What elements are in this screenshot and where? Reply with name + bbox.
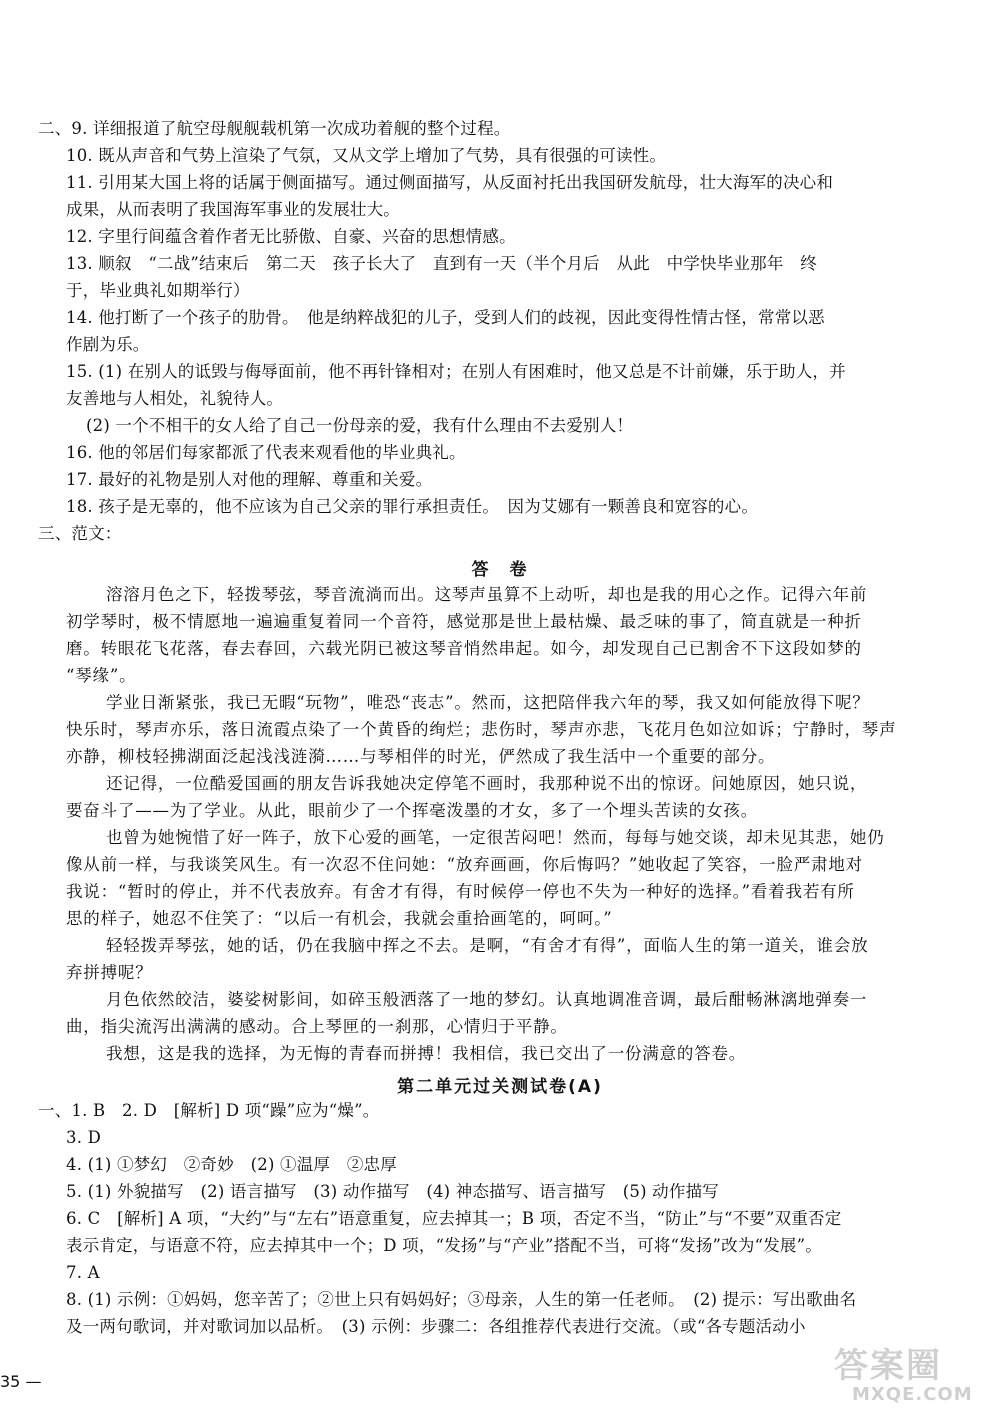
- answer-line: 15. (1) 在别人的诋毁与侮辱面前，他不再针锋相对；在别人有困难时，他又总是不计前嫌，乐于助人，并: [66, 362, 846, 381]
- essay-line: 月色依然皎洁，婆娑树影间，如碎玉般洒落了一地的梦幻。认真地调准音调，最后酣畅淋漓地弹奏一: [106, 990, 868, 1009]
- answer-line: 14. 他打断了一个孩子的肋骨。 他是纳粹战犯的儿子，受到人们的歧视，因此变得性情古怪，常常以恶: [66, 308, 825, 327]
- answer-line: 4. (1) ①梦幻 ②奇妙 (2) ①温厚 ②忠厚: [66, 1155, 397, 1174]
- essay-line: 思的样子，她忍不住笑了：“以后一有机会，我就会重拾画笔的，呵呵。”: [66, 909, 613, 928]
- essay-title: 答 卷: [471, 560, 529, 580]
- answer-line: (2) 一个不相干的女人给了自己一份母亲的爱，我有什么理由不去爱别人！: [86, 416, 634, 435]
- answer-line: 于，毕业典礼如期举行）: [66, 281, 250, 300]
- answer-line: 一、1. B 2. D [解析] D 项“躁”应为“燥”。: [38, 1101, 380, 1120]
- answer-line: 7. A: [66, 1263, 100, 1282]
- essay-line: 要奋斗了——为了学业。从此，眼前少了一个挥毫泼墨的才女，多了一个埋头苦读的女孩。: [66, 801, 758, 820]
- answer-line: 8. (1) 示例：①妈妈，您辛苦了；②世上只有妈妈好；③母亲，人生的第一任老师。 (2) 提示：写出歌曲名: [66, 1290, 857, 1309]
- answer-line: 12. 字里行间蕴含着作者无比骄傲、自豪、兴奋的思想情感。: [66, 227, 516, 246]
- answer-line: 成果，从而表明了我国海军事业的发展壮大。: [66, 200, 400, 219]
- essay-line: 弃拼搏呢？: [66, 963, 153, 982]
- answer-line: 3. D: [66, 1128, 102, 1147]
- page-number: 35 —: [0, 1372, 42, 1391]
- answer-line: 表示肯定，与语意不符，应去掉其中一个；D 项，“发扬”与“产业”搭配不当，可将“发扬”改为“发展”。: [66, 1236, 822, 1255]
- answer-line: 11. 引用某大国上将的话属于侧面描写。通过侧面描写，从反面衬托出我国研发航母，壮大海军的决心和: [66, 173, 834, 192]
- essay-line: 学业日渐紧张，我已无暇“玩物”，唯恐“丧志”。然而，这把陪伴我六年的琴，我又如何能放得下呢？: [106, 693, 870, 712]
- answer-line: 10. 既从声音和气势上渲染了气氛，又从文学上增加了气势，具有很强的可读性。: [66, 146, 667, 165]
- essay-line: 磨。转眼花飞花落，春去春回，六载光阴已被这琴音悄然串起。如今，却发现自己已割舍不下这段如梦的: [66, 639, 862, 658]
- essay-line: 还记得，一位酷爱国画的朋友告诉我她决定停笔不画时，我那种说不出的惊讶。问她原因，她只说，: [106, 774, 868, 793]
- essay-line: 像从前一样，与我谈笑风生。有一次忍不住问她：“放弃画画，你后悔吗？”她收起了笑容，一脸严肃地对: [66, 855, 863, 874]
- answer-line: 13. 顺叙 “二战”结束后 第二天 孩子长大了 直到有一天（半个月后 从此 中学快毕业那年 终: [66, 254, 817, 273]
- watermark-url: MXQE.COM: [852, 1384, 973, 1405]
- answer-line: 二、9. 详细报道了航空母舰舰载机第一次成功着舰的整个过程。: [38, 119, 511, 138]
- answer-line: 作剧为乐。: [66, 335, 150, 354]
- essay-line: 初学琴时，极不情愿地一遍遍重复着同一个音符，感觉那是世上最枯燥、最乏味的事了，简直就是一种折: [66, 612, 862, 631]
- essay-line: 亦静，柳枝轻拂湖面泛起浅浅涟漪……与琴相伴的时光，俨然成了我生活中一个重要的部分。: [66, 747, 776, 766]
- essay-line: 我说：“暂时的停止，并不代表放弃。有舍才有得，有时候停一停也不失为一种好的选择。”看着我若有所: [66, 882, 855, 901]
- answer-line: 18. 孩子是无辜的，他不应该为自己父亲的罪行承担责任。 因为艾娜有一颗善良和宽容的心。: [66, 497, 759, 516]
- watermark-logo: [828, 1338, 996, 1410]
- answer-line: 17. 最好的礼物是别人对他的理解、尊重和关爱。: [66, 470, 433, 489]
- unit-title: 第二单元过关测试卷(A): [397, 1077, 603, 1097]
- essay-line: 曲，指尖流泻出满满的感动。合上琴匣的一刹那，心情归于平静。: [66, 1017, 568, 1036]
- essay-line: “琴缘”。: [66, 666, 137, 685]
- answer-line: 6. C [解析] A 项，“大约”与“左右”语意重复，应去掉其一；B 项，否定不当，“防止”与“不要”双重否定: [66, 1209, 842, 1228]
- essay-line: 也曾为她惋惜了好一阵子，放下心爱的画笔，一定很苦闷吧！然而，每每与她交谈，却未见其悲，她仍: [106, 828, 885, 847]
- essay-line: 我想，这是我的选择，为无悔的青春而拼搏！我相信，我已交出了一份满意的答卷。: [106, 1044, 747, 1063]
- essay-line: 轻轻拨弄琴弦，她的话，仍在我脑中挥之不去。是啊，“有舍才有得”，面临人生的第一道关，谁会放: [106, 936, 869, 955]
- answer-line: 及一两句歌词，并对歌词加以品析。 (3) 示例：步骤二：各组推荐代表进行交流。（或“各专题活动小: [66, 1317, 806, 1336]
- watermark-text: 答案圈: [834, 1346, 942, 1386]
- answer-line: 友善地与人相处，礼貌待人。: [66, 389, 284, 408]
- section-heading: 三、范文：: [38, 524, 122, 543]
- answer-line: 16. 他的邻居们每家都派了代表来观看他的毕业典礼。: [66, 443, 466, 462]
- essay-line: 溶溶月色之下，轻拨琴弦，琴音流淌而出。这琴声虽算不上动听，却也是我的用心之作。记得六年前: [106, 585, 868, 604]
- answer-line: 5. (1) 外貌描写 (2) 语言描写 (3) 动作描写 (4) 神态描写、语言描写 (5) 动作描写: [66, 1182, 719, 1201]
- essay-line: 快乐时，琴声亦乐，落日流霞点染了一个黄昏的绚烂；悲伤时，琴声亦悲，飞花月色如泣如诉；宁静时，琴声: [66, 720, 897, 739]
